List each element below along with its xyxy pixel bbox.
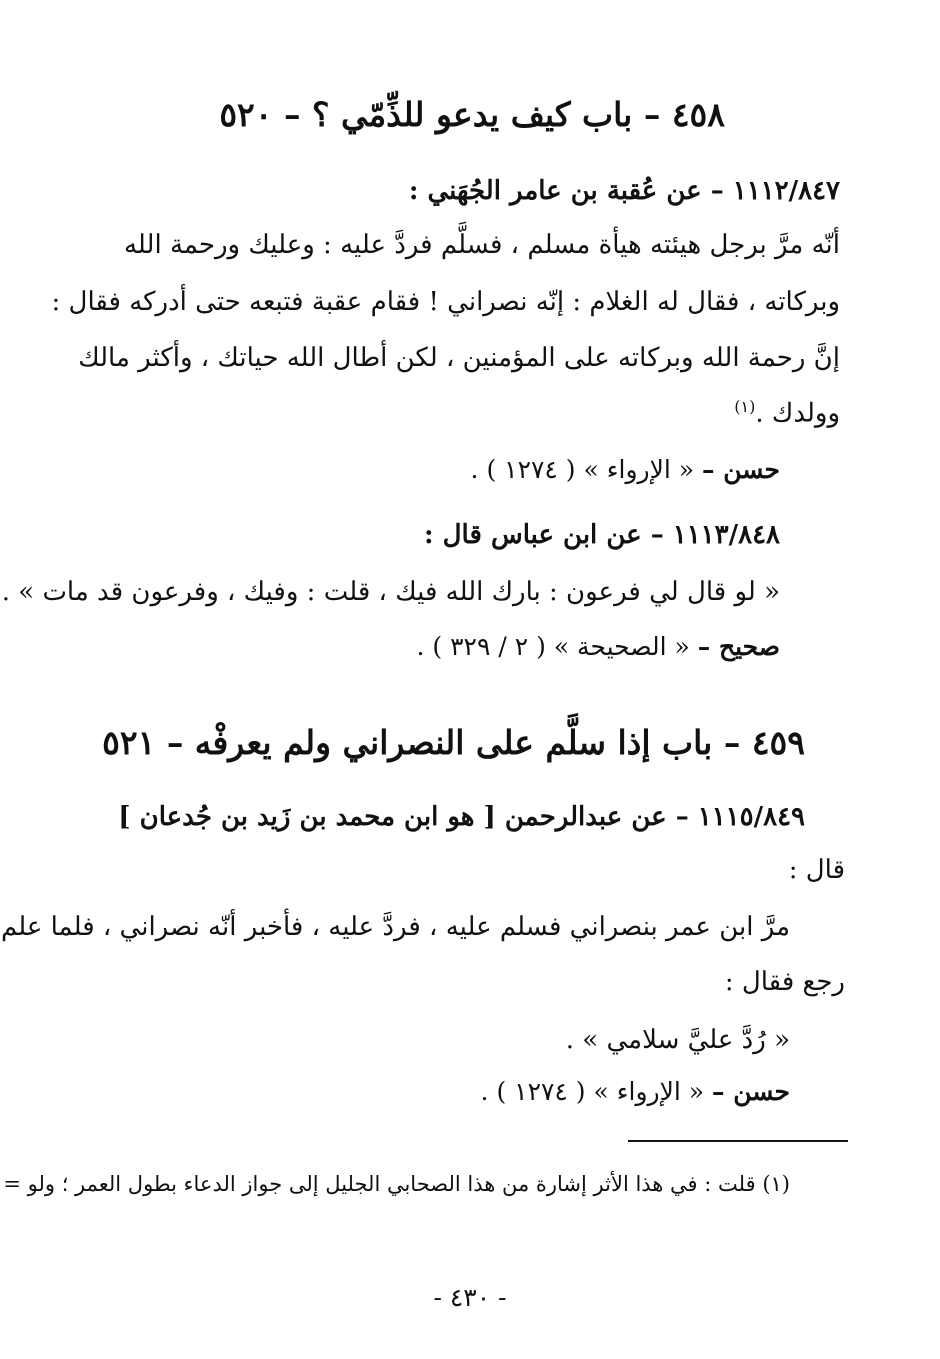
hadith-849-line2: رجع فقال : [724,967,845,997]
hadith-847-line2: وبركاته ، فقال له الغلام : إنّه نصراني ! فقام عقبة فتبعه حتى أدركه فقال : [51,287,840,317]
hadith-848-line1: « لو قال لي فرعون : بارك الله فيك ، قلت : وفيك ، وفرعون قد مات » . [1,577,780,607]
hadith-849-line1: مرَّ ابن عمر بنصراني فسلم عليه ، فردَّ عليه ، فأخبر أنّه نصراني ، فلما علم [0,912,790,942]
hadith-847-intro: ١١١٢/٨٤٧ – عن عُقبة بن عامر الجُهَني : [408,176,840,206]
footnote-divider [628,1140,848,1142]
hadith-849-line3: « رُدَّ عليَّ سلامي » . [565,1025,790,1055]
hadith-847-grading [471,455,780,484]
chapter-458-heading: ٤٥٨ – باب كيف يدعو للذِّمّي ؟ – ٥٢٠ [219,95,725,134]
hadith-849-grading [481,1077,790,1106]
hadith-849-grade: حسن – [712,1077,790,1106]
hadith-847-line1: أنّه مرَّ برجل هيئته هيأة مسلم ، فسلَّم فردَّ عليه : وعليك ورحمة الله [123,230,840,260]
hadith-848-source: « الصحيحة » ( ٢ / ٣٢٩ ) . [416,632,690,661]
hadith-847-source: « الإرواء » ( ١٢٧٤ ) . [470,455,695,484]
hadith-849-intro-cont: قال : [788,855,845,885]
hadith-847-line3: إنَّ رحمة الله وبركاته على المؤمنين ، لكن أطال الله حياتك ، وأكثر مالك [78,343,840,373]
hadith-847-line4 [734,397,840,429]
footnote-ref: (١) [734,397,756,416]
hadith-847-grade: حسن – [702,455,780,484]
hadith-849-source: « الإرواء » ( ١٢٧٤ ) . [480,1077,705,1106]
page-number: - ٤٣٠ - [433,1283,507,1312]
hadith-848-grade: صحيح – [697,632,780,661]
chapter-459-heading: ٤٥٩ – باب إذا سلَّم على النصراني ولم يعرفْه – ٥٢١ [102,723,805,762]
hadith-847-line4-text: وولدك . [755,398,840,429]
hadith-849-intro: ١١١٥/٨٤٩ – عن عبدالرحمن [ هو ابن محمد بن زَيد بن جُدعان ] [118,802,805,832]
footnote-1: (١) قلت : في هذا الأثر إشارة من هذا الصحابي الجليل إلى جواز الدعاء بطول العمر ؛ ولو = [3,1172,790,1196]
hadith-848-intro: ١١١٣/٨٤٨ – عن ابن عباس قال : [424,520,780,550]
hadith-848-grading [417,632,780,661]
